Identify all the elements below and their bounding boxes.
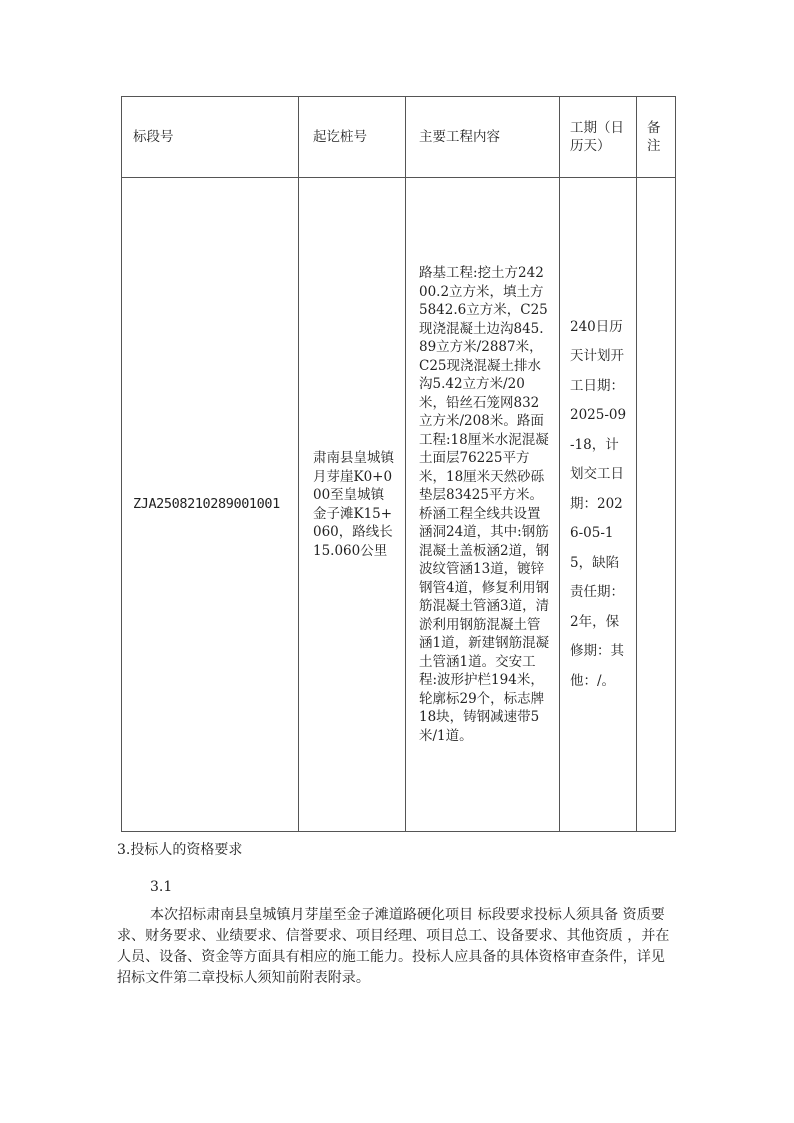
- table-header-row: [122, 97, 676, 178]
- header-station-range: 起讫桩号: [299, 97, 406, 178]
- header-section-no: 标段号: [122, 97, 299, 178]
- header-remarks: 备注: [637, 97, 676, 178]
- subsection-number: 3.1: [150, 879, 173, 895]
- cell-duration: [560, 178, 637, 832]
- cell-remarks: [637, 178, 676, 832]
- header-main-content: 主要工程内容: [406, 97, 560, 178]
- duration-text: 240日历天计划开工日期：2025-09-18，计划交工日期：2026-05-15，缺陷责任期：2年，保修期：其他：/。: [570, 318, 627, 689]
- header-duration: 工期（日历天）: [560, 97, 637, 178]
- table-row: [122, 178, 676, 832]
- tender-section-table: [121, 96, 676, 832]
- body-paragraph: 本次招标肃南县皇城镇月芽崖至金子滩道路硬化项目 标段要求投标人须具备 资质要求、财务要求、业绩要求、信誉要求、项目经理、项目总工、设备要求、其他资质 ，并在人员、设备、资金等方面具有相应的施工能力。投标人应具备的具体资格审查条件，详见招标文件第二章投标人须知前附表附录。: [117, 907, 670, 986]
- section-heading: 3.投标人的资格要求: [117, 842, 243, 858]
- cell-section-no: ZJA2508210289001001: [122, 178, 299, 832]
- cell-station-range: 肃南县皇城镇月芽崖K0+000至皇城镇金子滩K15+060，路线长15.060公里: [299, 178, 406, 832]
- cell-main-content: 路基工程:挖土方24200.2立方米，填土方5842.6立方米，C25现浇混凝土边沟845.89立方米/2887米，C25现浇混凝土排水沟5.42立方米/20米，铅丝石笼网832立方米/208米。路面工程:18厘米水泥混凝土面层76225平方米，18厘米天然砂砾垫层83425平方米。桥涵工程全线共设置涵洞24道，其中:钢筋混凝土盖板涵2道，钢波纹管涵13道，镀锌钢管4道，修复利用钢筋混凝土管涵3道，清淤利用钢筋混凝土管涵1道，新建钢筋混凝土管涵1道。交安工程:波形护栏194米，轮廓标29个，标志牌18块，铸钢减速带5米/1道。: [406, 178, 560, 832]
